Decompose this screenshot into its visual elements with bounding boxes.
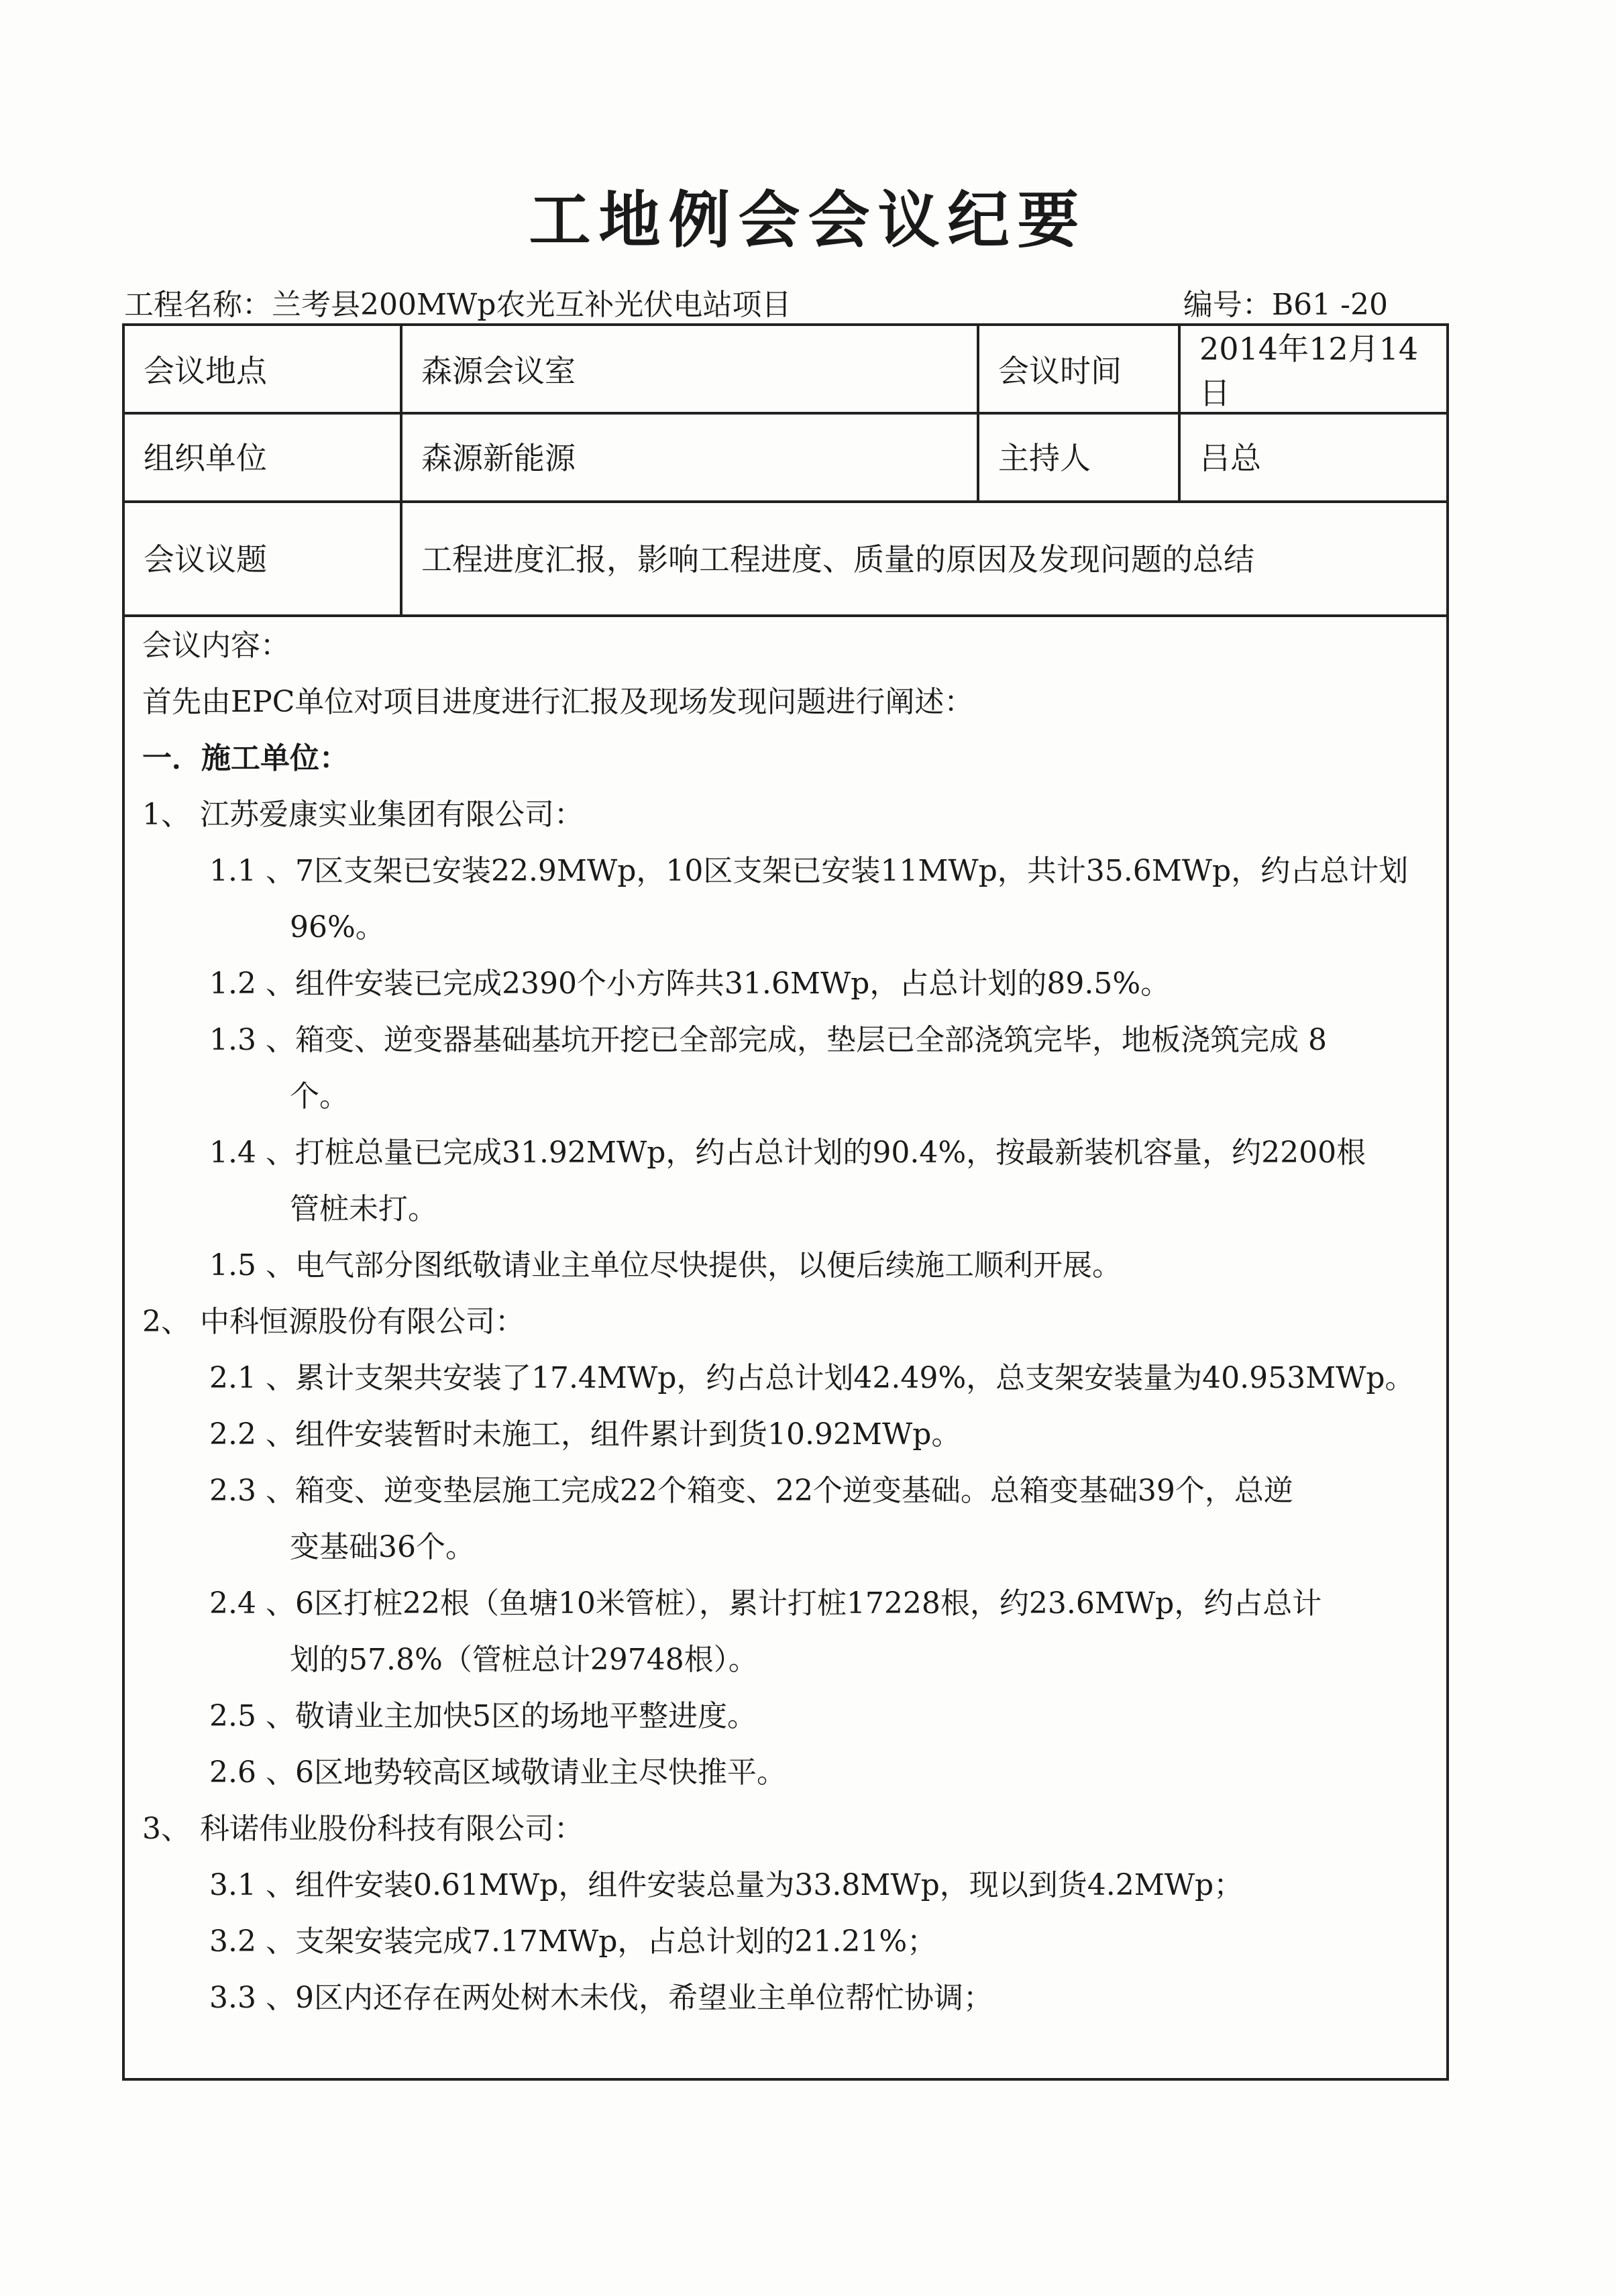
row-org-host (125, 412, 1446, 503)
item-line: 2.5 、敬请业主加快5区的场地平整进度。 (209, 1699, 757, 1733)
company-heading: 2、 中科恒源股份有限公司： (142, 1305, 525, 1339)
item-line: 管桩未打。 (290, 1192, 437, 1226)
item-line: 1.2 、组件安装已完成2390个小方阵共31.6MWp，占总计划的89.5%。 (209, 967, 1171, 1001)
item-line: 1.4 、打桩总量已完成31.92MWp，约占总计划的90.4%，按最新装机容量，约2200根 (209, 1136, 1366, 1170)
content-heading: 会议内容： (142, 628, 290, 663)
value-time: 2014年12月14日 (1178, 326, 1446, 412)
item-line: 变基础36个。 (290, 1530, 475, 1564)
label-org: 组织单位 (144, 440, 267, 476)
minutes-table (122, 323, 1449, 2081)
label-location: 会议地点 (144, 353, 267, 389)
item-line: 2.6 、6区地势较高区域敬请业主尽快推平。 (209, 1755, 786, 1790)
item-line: 1.5 、电气部分图纸敬请业主单位尽快提供，以便后续施工顺利开展。 (209, 1248, 1122, 1282)
item-line: 3.2 、支架安装完成7.17MWp，占总计划的21.21%； (209, 1924, 937, 1959)
project-line (124, 280, 1388, 323)
value-location: 森源会议室 (400, 326, 977, 412)
document-code: 编号：B61 -20 (1183, 288, 1388, 322)
item-line: 2.1 、累计支架共安装了17.4MWp，约占总计划42.49%，总支架安装量为40.953MWp。 (209, 1361, 1415, 1395)
label-time: 会议时间 (977, 326, 1178, 412)
document-title: 工地例会会议纪要 (529, 184, 1087, 256)
row-location-time (125, 326, 1446, 415)
item-line: 2.2 、组件安装暂时未施工，组件累计到货10.92MWp。 (209, 1417, 961, 1452)
item-line: 个。 (290, 1079, 349, 1113)
company-heading: 3、 科诺伟业股份科技有限公司： (142, 1812, 584, 1846)
project-name: 工程名称：兰考县200MWp农光互补光伏电站项目 (124, 288, 792, 322)
value-host: 吕总 (1178, 412, 1446, 500)
content-intro: 首先由EPC单位对项目进度进行汇报及现场发现问题进行阐述： (142, 685, 974, 719)
item-line: 2.4 、6区打桩22根（鱼塘10米管桩），累计打桩17228根，约23.6MWp，约占总计 (209, 1586, 1322, 1621)
value-org: 森源新能源 (400, 412, 977, 500)
item-line: 3.1 、组件安装0.61MWp，组件安装总量为33.8MWp，现以到货4.2MWp； (209, 1868, 1244, 1902)
label-host: 主持人 (977, 412, 1178, 500)
section-heading: 一．施工单位： (142, 741, 349, 775)
item-line: 2.3 、箱变、逆变垫层施工完成22个箱变、22个逆变基础。总箱变基础39个，总逆 (209, 1474, 1293, 1508)
row-topic (125, 500, 1446, 617)
item-line: 1.1 、7区支架已安装22.9MWp，10区支架已安装11MWp，共计35.6MWp，约占总计划 (209, 854, 1409, 888)
item-line: 1.3 、箱变、逆变器基础基坑开挖已全部完成，垫层已全部浇筑完毕，地板浇筑完成 8 (209, 1023, 1327, 1057)
value-topic: 工程进度汇报，影响工程进度、质量的原因及发现问题的总结 (400, 500, 1446, 614)
item-line: 划的57.8%（管桩总计29748根）。 (290, 1643, 758, 1677)
company-heading: 1、 江苏爱康实业集团有限公司： (142, 798, 584, 832)
item-line: 96%。 (290, 910, 385, 944)
label-topic: 会议议题 (144, 541, 267, 578)
item-line: 3.3 、9区内还存在两处树木未伐，希望业主单位帮忙协调； (209, 1981, 993, 2015)
